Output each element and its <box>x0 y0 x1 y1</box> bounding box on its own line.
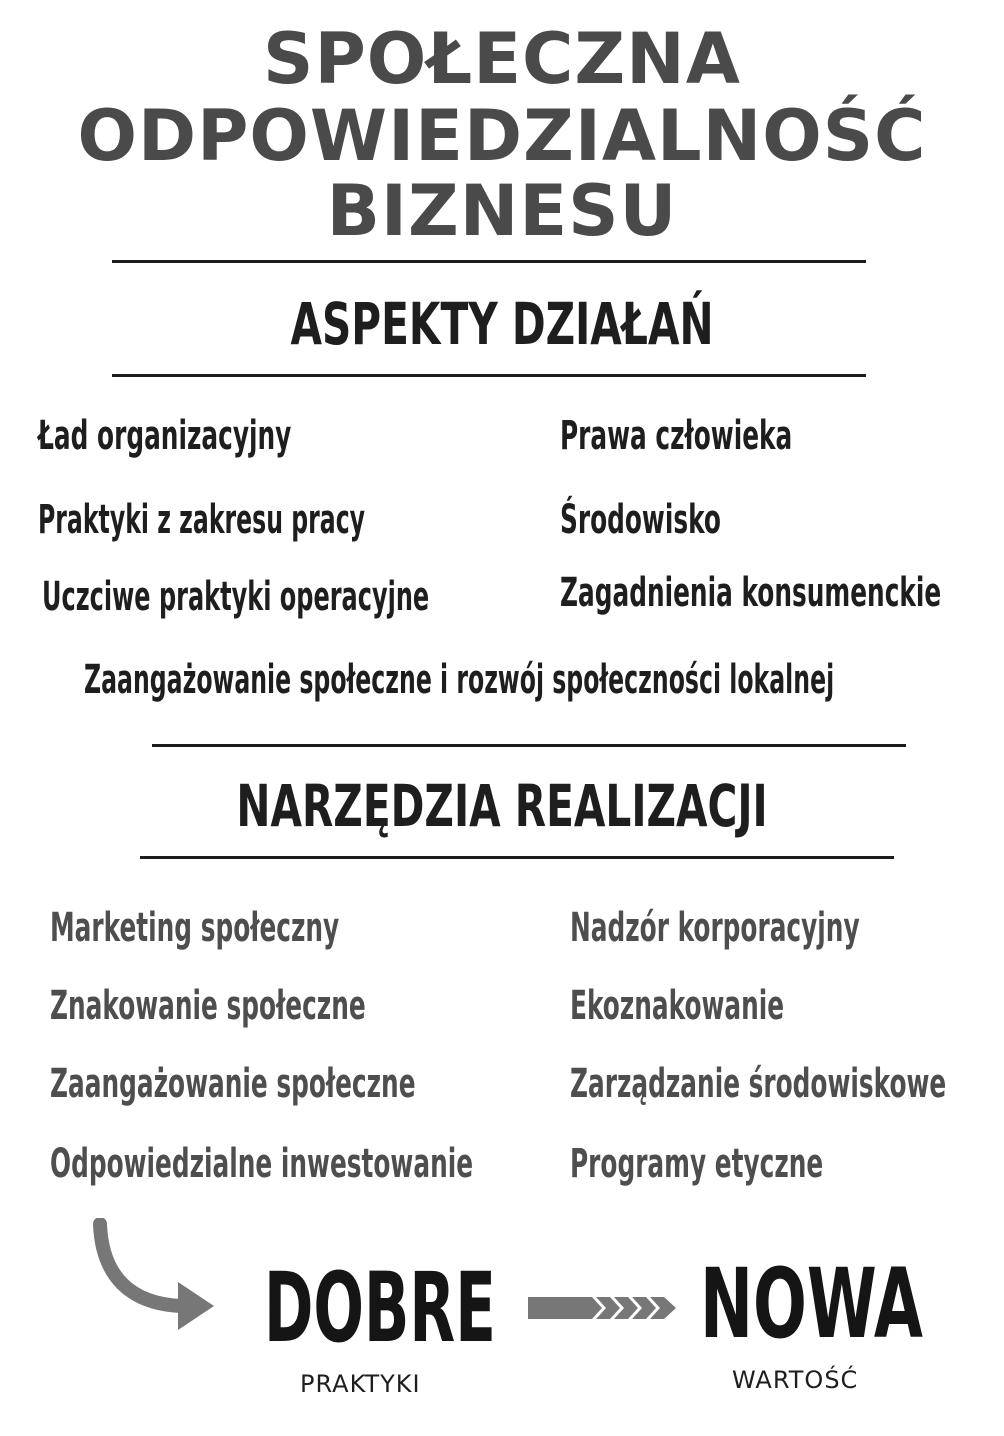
tool-item: Nadzór korporacyjny <box>570 905 860 951</box>
title-line-2: ODPOWIEDZIALNOŚĆ <box>77 95 927 177</box>
aspect-item: Zagadnienia konsumenckie <box>560 570 942 616</box>
aspect-item: Zaangażowanie społeczne i rozwój społeczności lokalnej <box>84 657 835 703</box>
tools-heading: NARZĘDZIA REALIZACJI <box>236 772 768 840</box>
flow-from-big: DOBRE <box>264 1252 496 1364</box>
aspects-heading: ASPEKTY DZIAŁAŃ <box>290 290 714 358</box>
flow-to-big: NOWA <box>700 1248 923 1360</box>
divider-tools <box>140 856 894 859</box>
title-line-3: BIZNESU <box>326 170 678 252</box>
divider-middle <box>152 744 906 747</box>
divider-aspects <box>112 374 866 377</box>
aspect-item: Praktyki z zakresu pracy <box>38 497 366 543</box>
flow-from-small: PRAKTYKI <box>300 1370 421 1398</box>
aspect-item: Ład organizacyjny <box>38 413 292 459</box>
aspect-item: Środowisko <box>560 497 721 543</box>
tool-item: Odpowiedzialne inwestowanie <box>50 1141 474 1187</box>
tool-item: Programy etyczne <box>570 1141 824 1187</box>
aspect-item: Uczciwe praktyki operacyjne <box>42 574 430 620</box>
title-line-1: SPOŁECZNA <box>263 18 741 100</box>
tool-item: Znakowanie społeczne <box>50 983 366 1029</box>
aspect-item: Prawa człowieka <box>560 413 793 459</box>
tool-item: Zarządzanie środowiskowe <box>570 1061 947 1107</box>
curved-arrow-icon <box>84 1218 224 1330</box>
chevron-arrow-icon <box>528 1292 678 1324</box>
flow-to-small: WARTOŚĆ <box>732 1366 859 1394</box>
tool-item: Ekoznakowanie <box>570 983 785 1029</box>
divider-top <box>112 260 866 263</box>
tool-item: Marketing społeczny <box>50 905 340 951</box>
tool-item: Zaangażowanie społeczne <box>50 1061 416 1107</box>
